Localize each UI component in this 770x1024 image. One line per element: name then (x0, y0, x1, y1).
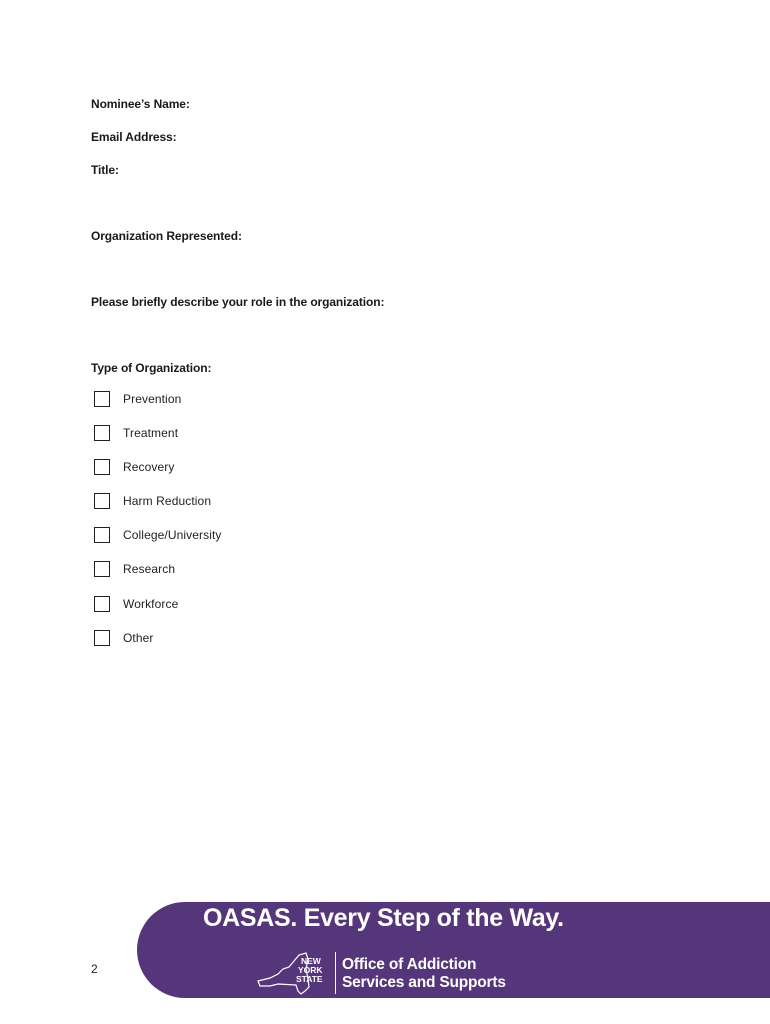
checkbox-row-recovery (94, 457, 174, 477)
ny-logo-word-state: STATE (296, 974, 323, 984)
checkbox-row-prevention (94, 389, 181, 409)
ny-logo-word-new: NEW (301, 956, 321, 966)
office-name-line-2: Services and Supports (342, 974, 506, 991)
title-label: Title: (91, 163, 119, 177)
office-name-line-1: Office of Addiction (342, 956, 477, 973)
ny-logo-word-york: YORK (298, 965, 323, 975)
role-description-label: Please briefly describe your role in the organization: (91, 295, 385, 309)
banner-tagline: OASAS. Every Step of the Way. (203, 904, 564, 932)
checkbox-harm-reduction[interactable] (94, 493, 110, 509)
checkbox-label-workforce: Workforce (123, 597, 179, 611)
checkbox-other[interactable] (94, 630, 110, 646)
checkbox-label-prevention: Prevention (123, 392, 182, 406)
checkbox-row-college-university (94, 525, 222, 545)
checkbox-row-treatment (94, 423, 178, 443)
email-address-label: Email Address: (91, 130, 177, 144)
checkbox-row-workforce (94, 594, 178, 614)
organization-represented-label: Organization Represented: (91, 229, 242, 243)
checkbox-label-other: Other (123, 631, 154, 645)
checkbox-label-research: Research (123, 562, 176, 576)
checkbox-label-college-university: College/University (123, 528, 222, 542)
checkbox-treatment[interactable] (94, 425, 110, 441)
new-york-state-logo (256, 951, 336, 997)
checkbox-workforce[interactable] (94, 596, 110, 612)
page-number: 2 (91, 962, 98, 976)
checkbox-label-treatment: Treatment (123, 426, 179, 440)
checkbox-row-harm-reduction (94, 491, 211, 511)
checkbox-label-recovery: Recovery (123, 460, 175, 474)
checkbox-college-university[interactable] (94, 527, 110, 543)
checkbox-recovery[interactable] (94, 459, 110, 475)
logo-divider (335, 952, 336, 994)
checkbox-research[interactable] (94, 561, 110, 577)
checkbox-prevention[interactable] (94, 391, 110, 407)
checkbox-row-research (94, 559, 175, 579)
organization-type-label: Type of Organization: (91, 361, 212, 375)
checkbox-row-other (94, 628, 154, 648)
nominee-name-label: Nominee’s Name: (91, 97, 190, 111)
checkbox-label-harm-reduction: Harm Reduction (123, 494, 212, 508)
